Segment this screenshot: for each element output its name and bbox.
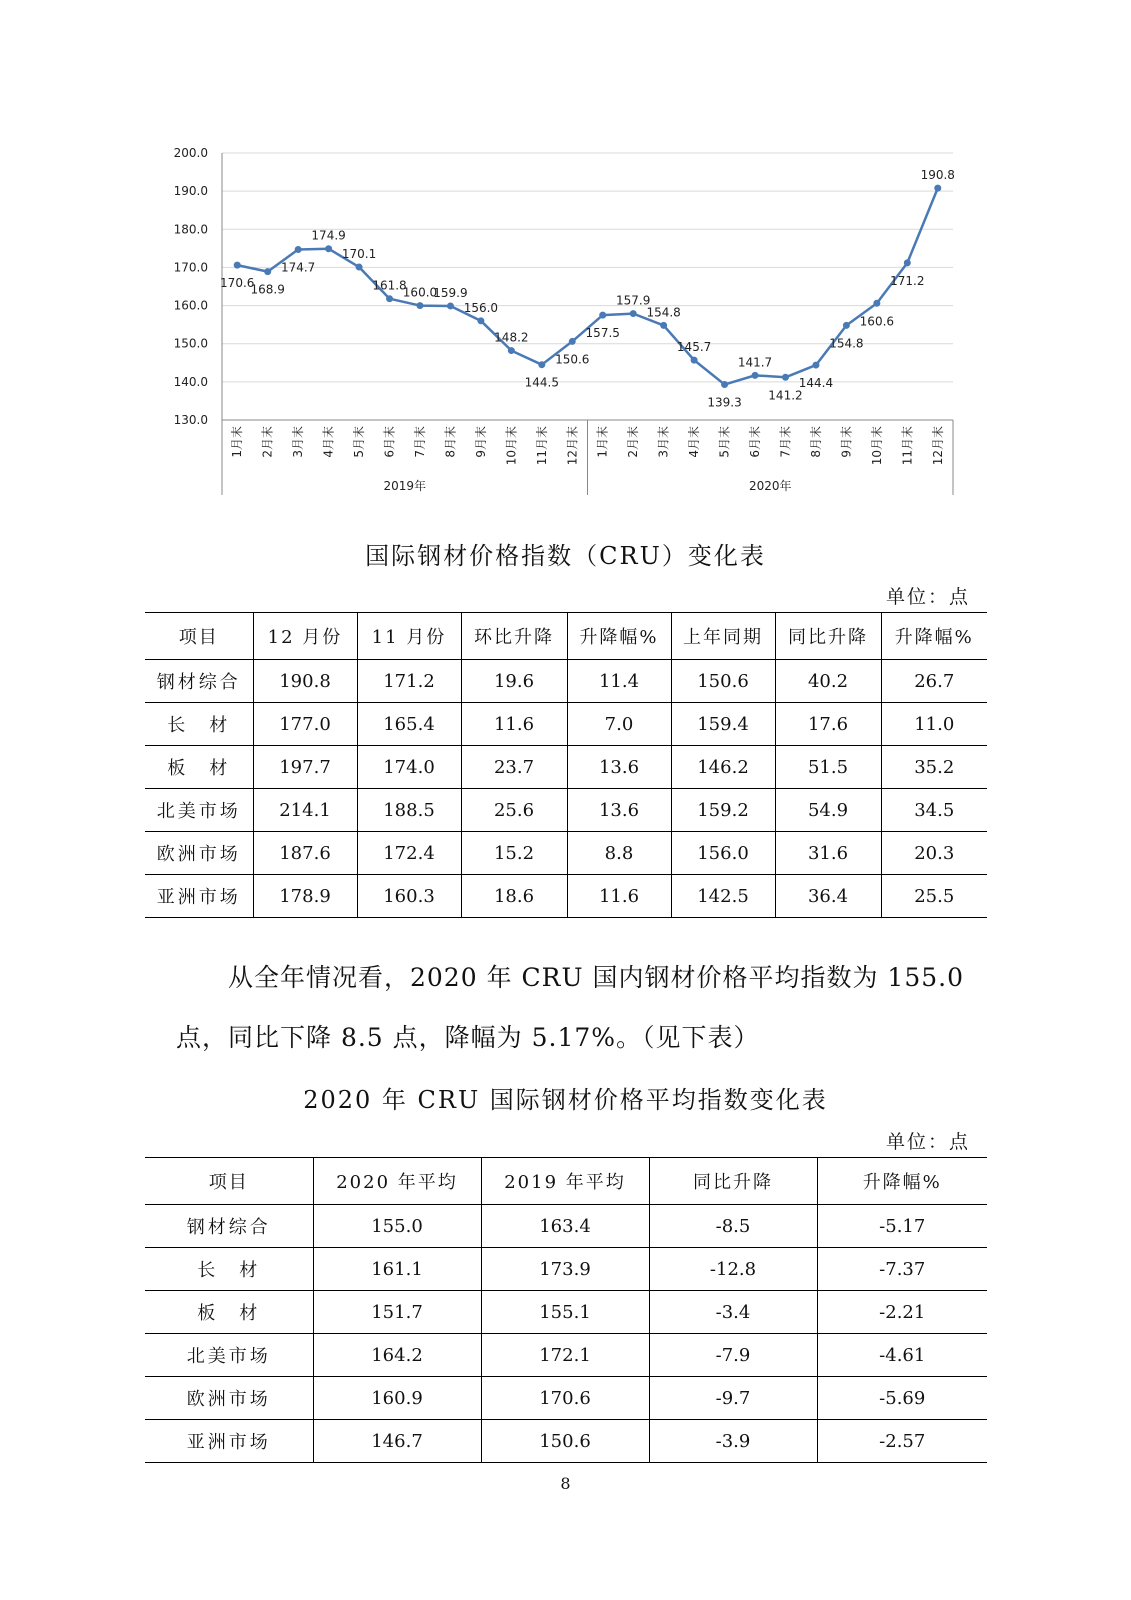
table1-header-3: 环比升降	[461, 613, 567, 660]
table2-header-row	[145, 1158, 987, 1205]
table-cell: 34.5	[881, 789, 987, 832]
x-tick-label: 2月末	[626, 426, 641, 458]
table-row	[145, 1420, 987, 1463]
row-label: 钢材综合	[186, 1217, 271, 1238]
table-cell: -2.57	[817, 1420, 987, 1463]
x-tick-label: 3月末	[291, 426, 306, 458]
table-row	[145, 832, 987, 875]
x-tick-label: 3月末	[656, 426, 671, 458]
row-label: 亚洲市场	[156, 887, 241, 908]
x-tick-label: 4月末	[687, 426, 702, 458]
steel-price-index-line-chart	[0, 0, 1131, 520]
y-tick-label: 200.0	[173, 146, 208, 160]
data-label: 154.8	[646, 305, 681, 320]
table-cell: 178.9	[253, 875, 357, 918]
year-group-label: 2020年	[748, 479, 792, 493]
x-tick-label: 6月末	[748, 426, 763, 458]
table-cell: 51.5	[775, 746, 881, 789]
table-row	[145, 703, 987, 746]
table-cell: 11.6	[461, 703, 567, 746]
x-tick-label: 10月末	[869, 426, 884, 466]
x-tick-label: 5月末	[352, 426, 367, 458]
data-label: 170.1	[341, 247, 377, 262]
table-cell: 25.5	[881, 875, 987, 918]
table-row	[145, 875, 987, 918]
data-label: 141.2	[768, 388, 803, 403]
data-label: 145.7	[676, 340, 712, 355]
table1-header-row	[145, 613, 987, 660]
x-tick-label: 12月末	[930, 426, 945, 466]
data-label: 156.0	[463, 300, 499, 315]
data-point	[904, 259, 911, 266]
data-point	[264, 268, 271, 275]
table-row	[145, 789, 987, 832]
table-cell: -12.8	[649, 1248, 817, 1291]
data-point	[416, 302, 423, 309]
table-cell: 164.2	[313, 1334, 481, 1377]
data-label: 150.6	[555, 352, 590, 367]
table-cell: 187.6	[253, 832, 357, 875]
x-tick-label: 7月末	[778, 426, 793, 458]
table-cell: 25.6	[461, 789, 567, 832]
row-label: 钢材综合	[156, 672, 241, 693]
table-cell: 150.6	[481, 1420, 649, 1463]
table-cell: -2.21	[817, 1291, 987, 1334]
table-cell: -7.9	[649, 1334, 817, 1377]
table-cell: 7.0	[567, 703, 671, 746]
table-cell: 163.4	[481, 1205, 649, 1248]
table-cell: 151.7	[313, 1291, 481, 1334]
data-point	[873, 300, 880, 307]
table2-header-2: 2019 年平均	[481, 1158, 649, 1205]
table-cell: 20.3	[881, 832, 987, 875]
x-tick-label: 11月末	[900, 426, 915, 466]
x-tick-label: 4月末	[321, 426, 336, 458]
table-cell: 13.6	[567, 789, 671, 832]
table-cell: 35.2	[881, 746, 987, 789]
table-cell: 214.1	[253, 789, 357, 832]
x-tick-label: 1月末	[230, 426, 245, 458]
table1-header-5: 上年同期	[671, 613, 775, 660]
table1-header-2: 11 月份	[357, 613, 461, 660]
table-cell: -3.9	[649, 1420, 817, 1463]
table-cell: 156.0	[671, 832, 775, 875]
data-label: 160.0	[402, 285, 438, 300]
row-label: 欧洲市场	[186, 1389, 271, 1410]
table-cell: 188.5	[357, 789, 461, 832]
data-label: 159.9	[433, 285, 468, 300]
data-label: 144.5	[524, 375, 559, 390]
data-point	[356, 264, 363, 271]
table1-header-7: 升降幅%	[881, 613, 987, 660]
table-cell: 13.6	[567, 746, 671, 789]
row-label: 欧洲市场	[156, 844, 241, 865]
data-point	[325, 245, 332, 252]
x-tick-label: 7月末	[412, 426, 427, 458]
data-label: 174.7	[280, 260, 316, 275]
table-cell: 161.1	[313, 1248, 481, 1291]
table-cell: 146.7	[313, 1420, 481, 1463]
row-label: 长 材	[167, 715, 231, 736]
y-tick-label: 140.0	[173, 374, 208, 389]
table2-title: 2020 年 CRU 国际钢材价格平均指数变化表	[303, 1086, 828, 1114]
x-tick-label: 8月末	[443, 426, 458, 458]
data-point	[660, 322, 667, 329]
table-row	[145, 660, 987, 703]
x-tick-label: 6月末	[382, 426, 397, 458]
data-point	[812, 362, 819, 369]
table1-header-0: 项目	[178, 627, 219, 648]
table-cell: 170.6	[481, 1377, 649, 1420]
table-cell: -8.5	[649, 1205, 817, 1248]
table-cell: 160.3	[357, 875, 461, 918]
data-point	[508, 347, 515, 354]
data-point	[782, 374, 789, 381]
table-cell: -3.4	[649, 1291, 817, 1334]
row-label: 板 材	[167, 758, 231, 779]
year-group-label: 2019年	[383, 479, 427, 493]
table-cell: 172.1	[481, 1334, 649, 1377]
data-label: 144.4	[798, 376, 834, 391]
page-number: 8	[560, 1474, 571, 1493]
table-cell: 40.2	[775, 660, 881, 703]
table-cell: 8.8	[567, 832, 671, 875]
table-row	[145, 746, 987, 789]
data-label: 170.6	[220, 276, 255, 291]
table-cell: 177.0	[253, 703, 357, 746]
table-cell: 31.6	[775, 832, 881, 875]
table-cell: 171.2	[357, 660, 461, 703]
data-point	[691, 357, 698, 364]
data-label: 148.2	[494, 330, 529, 345]
row-label: 亚洲市场	[186, 1432, 271, 1453]
table-row	[145, 1291, 987, 1334]
y-tick-label: 170.0	[173, 260, 208, 275]
table-cell: 23.7	[461, 746, 567, 789]
data-point	[295, 246, 302, 253]
table-cell: 150.6	[671, 660, 775, 703]
y-tick-label: 180.0	[173, 222, 208, 237]
table-cell: 155.0	[313, 1205, 481, 1248]
table-row	[145, 1334, 987, 1377]
table2-header-1: 2020 年平均	[313, 1158, 481, 1205]
data-point	[934, 185, 941, 192]
data-label: 157.5	[585, 326, 620, 341]
table-cell: 36.4	[775, 875, 881, 918]
table-cell: 172.4	[357, 832, 461, 875]
y-tick-label: 160.0	[173, 298, 208, 313]
table-cell: 17.6	[775, 703, 881, 746]
data-label: 141.7	[737, 355, 773, 370]
x-tick-label: 5月末	[717, 426, 732, 458]
table2-header-0: 项目	[208, 1172, 249, 1193]
x-tick-label: 9月末	[839, 426, 854, 458]
table1-title: 国际钢材价格指数（CRU）变化表	[365, 542, 766, 570]
data-label: 161.8	[372, 278, 407, 293]
table-cell: -9.7	[649, 1377, 817, 1420]
table-cell: 18.6	[461, 875, 567, 918]
table2-unit: 单位：点	[886, 1131, 971, 1153]
table-cell: 11.0	[881, 703, 987, 746]
data-label: 157.9	[616, 293, 651, 308]
table-cell: 160.9	[313, 1377, 481, 1420]
x-tick-label: 10月末	[504, 426, 519, 466]
table-cell: 197.7	[253, 746, 357, 789]
table-cell: 159.2	[671, 789, 775, 832]
x-tick-label: 2月末	[260, 426, 275, 458]
table1-header-6: 同比升降	[775, 613, 881, 660]
table2	[145, 1157, 987, 1463]
table1-header-1: 12 月份	[253, 613, 357, 660]
data-point	[386, 295, 393, 302]
table-cell: 174.0	[357, 746, 461, 789]
data-point	[630, 310, 637, 317]
x-tick-label: 8月末	[808, 426, 823, 458]
data-point	[599, 312, 606, 319]
table-row	[145, 1377, 987, 1420]
paragraph-line-1: 从全年情况看，2020 年 CRU 国内钢材价格平均指数为 155.0	[228, 963, 965, 992]
data-label: 168.9	[250, 282, 285, 297]
row-label: 板 材	[197, 1303, 261, 1324]
x-tick-label: 1月末	[595, 426, 610, 458]
data-point	[721, 381, 728, 388]
table1-unit: 单位：点	[886, 586, 971, 608]
table-cell: 142.5	[671, 875, 775, 918]
row-label: 长 材	[197, 1260, 261, 1281]
table-cell: 173.9	[481, 1248, 649, 1291]
data-label: 174.9	[311, 228, 346, 243]
table-row	[145, 1205, 987, 1248]
table-cell: 146.2	[671, 746, 775, 789]
table1	[145, 612, 987, 918]
x-tick-label: 12月末	[565, 426, 580, 466]
data-point	[752, 372, 759, 379]
y-tick-label: 190.0	[173, 184, 208, 199]
table-cell: 11.6	[567, 875, 671, 918]
table-cell: 11.4	[567, 660, 671, 703]
data-point	[843, 322, 850, 329]
data-point	[447, 302, 454, 309]
table-cell: 155.1	[481, 1291, 649, 1334]
x-tick-label: 9月末	[473, 426, 488, 458]
y-tick-label: 150.0	[173, 336, 208, 351]
data-label: 190.8	[920, 168, 955, 183]
table-cell: -5.17	[817, 1205, 987, 1248]
row-label: 北美市场	[186, 1346, 271, 1367]
data-point	[538, 361, 545, 368]
table-cell: 190.8	[253, 660, 357, 703]
data-label: 139.3	[707, 395, 742, 410]
table-row	[145, 1248, 987, 1291]
data-label: 160.6	[859, 314, 895, 329]
row-label: 北美市场	[156, 801, 241, 822]
table-cell: -5.69	[817, 1377, 987, 1420]
table-cell: 165.4	[357, 703, 461, 746]
data-point	[569, 338, 576, 345]
table-cell: 19.6	[461, 660, 567, 703]
table-cell: 15.2	[461, 832, 567, 875]
table2-header-4: 升降幅%	[817, 1158, 987, 1205]
table-cell: -7.37	[817, 1248, 987, 1291]
y-tick-label: 130.0	[173, 413, 208, 427]
table1-header-4: 升降幅%	[567, 613, 671, 660]
table-cell: -4.61	[817, 1334, 987, 1377]
data-label: 171.2	[890, 273, 925, 288]
data-point	[234, 262, 241, 269]
table-cell: 159.4	[671, 703, 775, 746]
table-cell: 26.7	[881, 660, 987, 703]
data-label: 154.8	[829, 336, 864, 351]
x-tick-label: 11月末	[534, 426, 549, 466]
paragraph-line-2: 点，同比下降 8.5 点，降幅为 5.17%。（见下表）	[176, 1023, 760, 1052]
data-point	[477, 317, 484, 324]
table-cell: 54.9	[775, 789, 881, 832]
table2-header-3: 同比升降	[649, 1158, 817, 1205]
